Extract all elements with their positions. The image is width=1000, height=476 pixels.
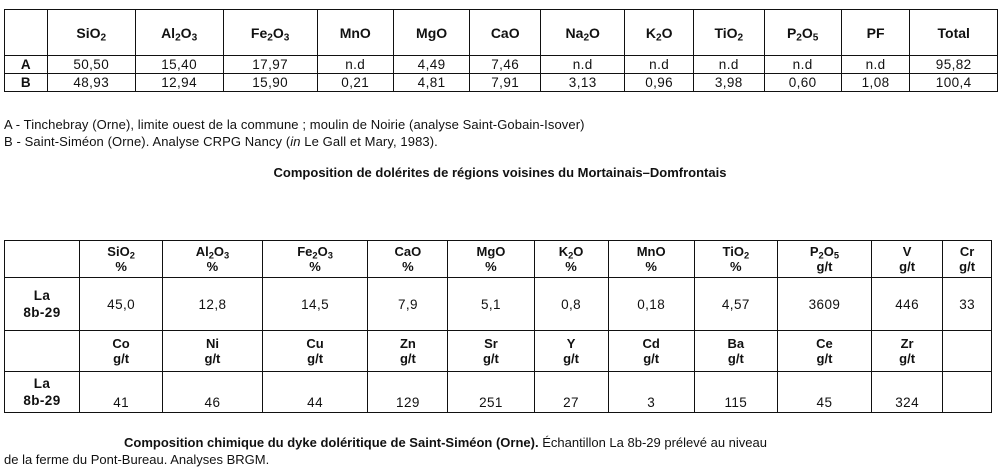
value-cell: 3609 [777, 278, 871, 331]
sample-label [5, 372, 80, 413]
table-2-header-row [5, 241, 992, 278]
element-name [163, 336, 262, 351]
column-header [470, 10, 541, 56]
formula-part: SiO [107, 244, 130, 259]
element-name [695, 336, 777, 351]
formula-part: Co [112, 336, 130, 351]
formula-part: O [661, 24, 673, 41]
value-cell: 50,50 [48, 56, 136, 74]
column-header [534, 241, 608, 278]
unit: % [485, 259, 497, 274]
element-name [263, 336, 368, 351]
formula-part: O [589, 24, 600, 41]
element-name [609, 336, 694, 351]
column-header [317, 10, 393, 56]
table-2-value-row [5, 372, 992, 413]
formula-part: TiO [714, 24, 738, 41]
value-cell: 15,40 [135, 56, 223, 74]
value-cell: 100,4 [910, 74, 998, 92]
table-1-header-row [5, 10, 998, 56]
formula-part: PF [866, 24, 885, 41]
element-name [535, 244, 608, 259]
formula-part: MgO [416, 24, 448, 41]
value-cell: 0,96 [625, 74, 694, 92]
formula-part: K [558, 244, 569, 259]
formula-part: 5 [833, 250, 840, 261]
formula-part: Cr [959, 244, 975, 259]
unit: % [206, 259, 219, 274]
column-header [80, 241, 163, 278]
value-cell: 12,8 [163, 278, 263, 331]
column-header [368, 331, 448, 372]
formula-part: TiO [722, 244, 744, 259]
value-cell: 3,98 [693, 74, 764, 92]
caption-2-sample: Échantillon La 8b-29 prélevé au niveau [538, 435, 767, 450]
formula-part: Zr [900, 336, 914, 351]
formula-part: Al [195, 244, 209, 259]
value-cell: 4,49 [393, 56, 469, 74]
element-name [872, 244, 942, 259]
formula-part: 3 [191, 32, 198, 44]
element-name [368, 244, 447, 259]
formula-part: P [809, 244, 819, 259]
formula-part: V [902, 244, 912, 259]
formula-part: MnO [339, 24, 371, 41]
formula-part: 2 [208, 250, 214, 261]
formula-part: SiO [76, 24, 101, 41]
formula-part: MgO [476, 244, 506, 259]
formula-part: 3 [327, 250, 333, 261]
column-header [48, 10, 136, 56]
formula-part: O [180, 24, 192, 41]
column-header [777, 331, 871, 372]
formula-part: O [573, 244, 584, 259]
value-cell: 3,13 [541, 74, 625, 92]
sample-label-line-1: La [33, 376, 51, 391]
value-cell: 7,46 [470, 56, 541, 74]
formula-part: Fe [297, 244, 313, 259]
column-header [448, 241, 534, 278]
column-header [608, 241, 694, 278]
composition-table-neighbour-dolerites [4, 9, 998, 92]
caption-2-title: Composition chimique du dyke doléritique de Saint-Siméon (Orne). [124, 435, 539, 450]
caption-table-2 [4, 434, 998, 468]
element-name [80, 336, 162, 351]
corner-cell [5, 331, 80, 372]
element-name [872, 336, 942, 351]
element-name [80, 244, 162, 259]
formula-part: MnO [636, 244, 666, 259]
element-name [778, 336, 871, 351]
value-cell: 0,8 [534, 278, 608, 331]
value-cell: 251 [448, 372, 534, 413]
formula-part: 2 [568, 250, 574, 261]
formula-part: 2 [818, 250, 824, 261]
column-header [841, 10, 910, 56]
unit: g/t [959, 259, 976, 274]
value-cell: 48,93 [48, 74, 136, 92]
column-header [777, 241, 871, 278]
value-cell: 5,1 [448, 278, 534, 331]
formula-part: 2 [267, 32, 273, 44]
formula-part: Ni [205, 336, 219, 351]
value-cell: 7,91 [470, 74, 541, 92]
formula-part: 2 [583, 32, 590, 44]
value-cell: 95,82 [910, 56, 998, 74]
column-header [534, 331, 608, 372]
column-header [368, 241, 448, 278]
unit: g/t [307, 351, 324, 366]
formula-part: CaO [394, 244, 422, 259]
formula-part: 2 [655, 32, 662, 44]
unit: % [115, 259, 127, 274]
formula-part: 3 [283, 32, 290, 44]
unit: g/t [727, 351, 744, 366]
value-cell: 14,5 [262, 278, 368, 331]
caption-2-line-1 [4, 434, 998, 451]
unit: % [309, 259, 321, 274]
value-cell: n.d [625, 56, 694, 74]
formula-part: 2 [796, 32, 802, 44]
unit: g/t [816, 351, 833, 366]
formula-part: P [786, 24, 797, 41]
value-cell: 27 [534, 372, 608, 413]
column-header [262, 241, 368, 278]
sample-label-line-1: La [33, 288, 51, 303]
column-header [262, 331, 368, 372]
element-name [263, 244, 368, 259]
note-b [4, 134, 438, 149]
table-2-header-row [5, 331, 992, 372]
formula-part: 2 [743, 250, 750, 261]
table-row [5, 74, 998, 92]
formula-part: 5 [812, 32, 819, 44]
formula-part: O [801, 24, 813, 41]
value-cell: n.d [317, 56, 393, 74]
formula-part: Y [566, 336, 576, 351]
value-cell: 45,0 [80, 278, 163, 331]
value-cell: 129 [368, 372, 448, 413]
unit: g/t [482, 351, 499, 366]
column-header [163, 241, 263, 278]
unit: g/t [399, 351, 416, 366]
element-name [695, 244, 777, 259]
formula-part: 2 [312, 250, 318, 261]
value-cell: 4,57 [694, 278, 777, 331]
value-cell: 44 [262, 372, 368, 413]
unit: g/t [816, 259, 833, 274]
formula-part: Ba [727, 336, 745, 351]
unit: % [730, 259, 742, 274]
column-header [693, 10, 764, 56]
formula-part: O [317, 244, 328, 259]
formula-part: Cd [642, 336, 660, 351]
formula-part: K [645, 24, 656, 41]
element-name [778, 244, 871, 259]
value-cell: 324 [871, 372, 942, 413]
column-header [871, 331, 942, 372]
formula-part: Sr [484, 336, 498, 351]
column-header [694, 331, 777, 372]
formula-part: Fe [250, 24, 268, 41]
column-header [910, 10, 998, 56]
formula-part: 2 [129, 250, 135, 261]
value-cell: 1,08 [841, 74, 910, 92]
column-header [80, 331, 163, 372]
value-cell: 41 [80, 372, 163, 413]
unit: % [402, 259, 414, 274]
note-b-text: B - Saint-Siméon (Orne). Analyse CRPG Nancy ( [4, 134, 291, 149]
column-header [135, 10, 223, 56]
formula-part: O [213, 244, 225, 259]
unit: % [645, 259, 657, 274]
formula-part: Total [937, 24, 970, 41]
formula-part: Ce [816, 336, 833, 351]
table-row [5, 56, 998, 74]
unit: g/t [204, 351, 221, 366]
formula-part: O [823, 244, 834, 259]
element-name [163, 244, 262, 259]
column-header [943, 241, 992, 278]
element-name [609, 244, 694, 259]
element-name [448, 336, 533, 351]
element-name [535, 336, 608, 351]
sample-label-line-2: 8b-29 [23, 393, 61, 408]
value-cell [943, 372, 992, 413]
note-b-in: in [290, 134, 301, 149]
unit: g/t [643, 351, 660, 366]
formula-part: 3 [224, 250, 230, 261]
value-cell: n.d [541, 56, 625, 74]
value-cell: 15,90 [223, 74, 317, 92]
unit: g/t [899, 351, 916, 366]
formula-part: Al [161, 24, 176, 41]
column-header [625, 10, 694, 56]
unit: % [565, 259, 577, 274]
column-header [223, 10, 317, 56]
column-header [448, 331, 534, 372]
formula-part: Zn [399, 336, 416, 351]
value-cell: 0,21 [317, 74, 393, 92]
table-2-value-row [5, 278, 992, 331]
formula-part: 2 [100, 32, 107, 44]
corner-cell [5, 241, 80, 278]
row-label: B [5, 74, 48, 92]
column-header [871, 241, 942, 278]
unit: g/t [563, 351, 579, 366]
value-cell: 115 [694, 372, 777, 413]
value-cell: 12,94 [135, 74, 223, 92]
value-cell: 45 [777, 372, 871, 413]
value-cell: 46 [163, 372, 263, 413]
element-name [943, 244, 991, 259]
value-cell: 33 [943, 278, 992, 331]
note-a: A - Tinchebray (Orne), limite ouest de la commune ; moulin de Noirie (analyse Saint-Gobain-Isover) [4, 117, 585, 132]
formula-part: 2 [175, 32, 181, 44]
column-header [694, 241, 777, 278]
note-b-source: Le Gall et Mary, 1983). [300, 134, 438, 149]
corner-cell [5, 10, 48, 56]
value-cell: n.d [841, 56, 910, 74]
value-cell: 3 [608, 372, 694, 413]
value-cell: n.d [693, 56, 764, 74]
value-cell: n.d [764, 56, 841, 74]
value-cell: 7,9 [368, 278, 448, 331]
caption-table-1: Composition de dolérites de régions voisines du Mortainais–Domfrontais [273, 165, 727, 180]
value-cell: 0,60 [764, 74, 841, 92]
value-cell: 0,18 [608, 278, 694, 331]
caption-2-line-2: de la ferme du Pont-Bureau. Analyses BRGM. [4, 452, 270, 467]
formula-part: O [272, 24, 284, 41]
row-label: A [5, 56, 48, 74]
column-header [764, 10, 841, 56]
sample-label [5, 278, 80, 331]
unit: g/t [113, 351, 130, 366]
formula-part: Cu [306, 336, 324, 351]
column-header [163, 331, 263, 372]
unit: g/t [899, 259, 916, 274]
element-name [368, 336, 447, 351]
sample-label-line-2: 8b-29 [23, 305, 61, 320]
composition-table-saint-simeon-dyke [4, 240, 992, 413]
value-cell: 4,81 [393, 74, 469, 92]
formula-part: CaO [490, 24, 520, 41]
formula-part: Na [565, 24, 584, 41]
element-name [448, 244, 533, 259]
column-header [943, 331, 992, 372]
value-cell: 17,97 [223, 56, 317, 74]
column-header [541, 10, 625, 56]
column-header [608, 331, 694, 372]
column-header [393, 10, 469, 56]
value-cell: 446 [871, 278, 942, 331]
formula-part: 2 [737, 32, 744, 44]
